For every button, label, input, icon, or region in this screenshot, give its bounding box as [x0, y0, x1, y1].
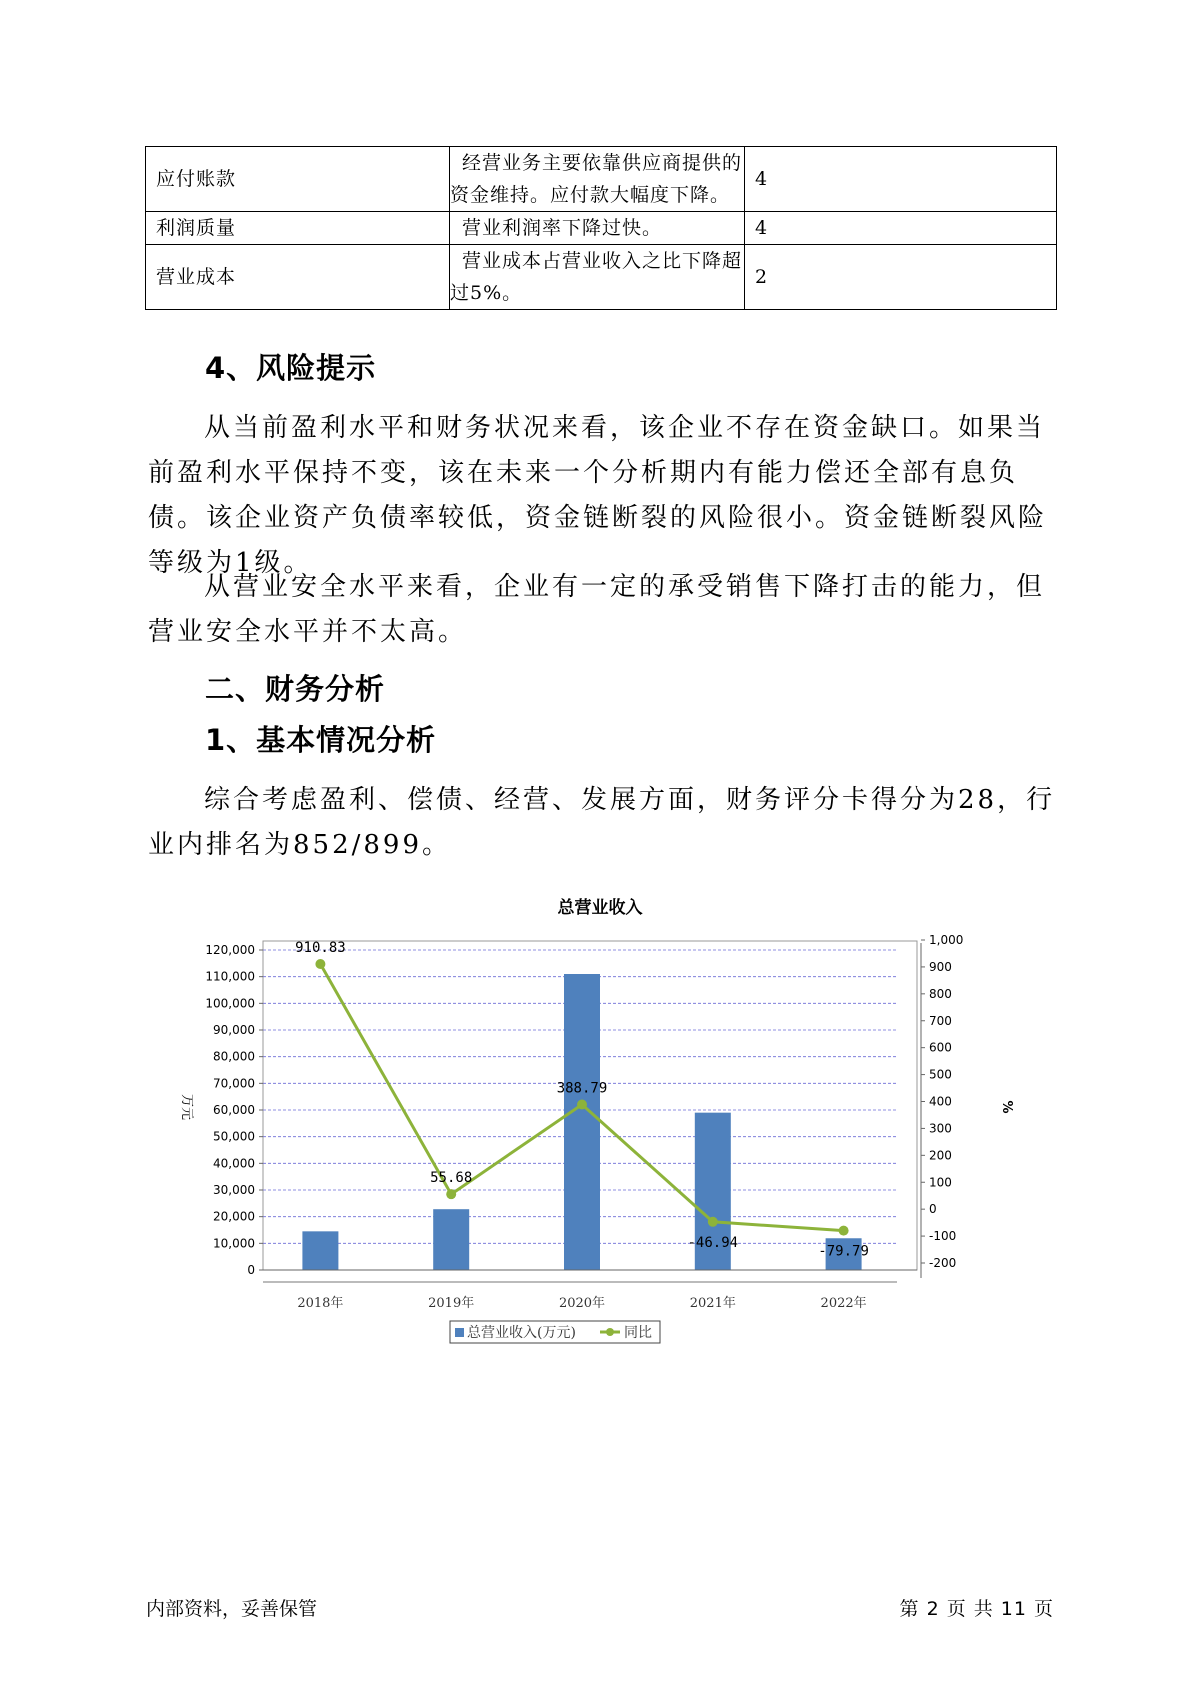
- chart-title: 总营业收入: [557, 898, 643, 918]
- y2-tick-label: 700: [929, 1013, 952, 1028]
- x-tick-label: 2019年: [428, 1296, 475, 1311]
- y2-tick-label: 400: [929, 1094, 952, 1109]
- row-score: 4: [745, 212, 1057, 245]
- data-label: -79.79: [818, 1243, 869, 1260]
- left-axis: [205, 943, 263, 1277]
- table-row: [146, 212, 1057, 245]
- table-row: [146, 245, 1057, 310]
- legend-entry: 总营业收入(万元): [467, 1325, 576, 1341]
- legend-bar-swatch: [455, 1328, 464, 1337]
- y-tick-label: 50,000: [213, 1129, 255, 1144]
- paragraph: 从营业安全水平来看，企业有一定的承受销售下降打击的能力，但营业安全水平并不太高。: [148, 572, 1046, 647]
- data-label: 910.83: [295, 940, 346, 957]
- data-label: -46.94: [687, 1234, 739, 1251]
- y2-tick-label: 1,000: [929, 933, 964, 947]
- bar: [564, 974, 600, 1270]
- y2-tick-label: 800: [929, 986, 952, 1001]
- footer-page-number: 第 2 页 共 11 页: [899, 1598, 1054, 1620]
- revenue-chart: [170, 890, 1030, 1360]
- row-name: 利润质量: [146, 212, 450, 245]
- row-name: 应付账款: [146, 147, 450, 212]
- legend-entry: 同比: [624, 1325, 652, 1341]
- y-tick-label: 110,000: [205, 969, 255, 984]
- paragraph: 综合考虑盈利、偿债、经营、发展方面，财务评分卡得分为28，行业内排名为852/899。: [148, 785, 1056, 860]
- y-tick-label: 100,000: [205, 996, 255, 1011]
- y-tick-label: 40,000: [213, 1156, 255, 1171]
- row-score: 2: [745, 245, 1057, 310]
- y-tick-label: 0: [247, 1263, 255, 1277]
- row-description: 营业利润率下降过快。: [450, 212, 745, 245]
- x-tick-label: 2022年: [820, 1296, 867, 1311]
- y2-tick-label: 900: [929, 959, 952, 974]
- bar: [302, 1231, 338, 1270]
- y-tick-label: 30,000: [213, 1183, 255, 1197]
- x-tick-label: 2020年: [558, 1296, 606, 1311]
- y2-tick-label: -100: [929, 1229, 957, 1244]
- row-score: 4: [745, 147, 1057, 212]
- x-tick-label: 2021年: [689, 1296, 736, 1311]
- y-tick-label: 80,000: [213, 1049, 255, 1064]
- y-tick-label: 90,000: [213, 1023, 255, 1037]
- data-label: 55.68: [430, 1170, 473, 1187]
- y2-tick-label: 600: [929, 1040, 952, 1055]
- section-heading-finance: 二、财务分析: [205, 672, 386, 706]
- y2-tick-label: 0: [929, 1202, 937, 1217]
- legend: [450, 1321, 660, 1343]
- y-tick-label: 10,000: [213, 1236, 255, 1251]
- line-point: [446, 1189, 456, 1199]
- subsection-heading: 1、基本情况分析: [205, 723, 437, 757]
- legend-line-marker: [606, 1328, 614, 1336]
- section-heading-risk: 4、风险提示: [205, 351, 377, 385]
- row-description: 经营业务主要依靠供应商提供的 资金维持。应付款大幅度下降。: [450, 147, 745, 212]
- y2-tick-label: 200: [929, 1148, 952, 1163]
- risk-table: [145, 146, 1057, 310]
- y-tick-label: 60,000: [213, 1103, 255, 1117]
- footer-left: 内部资料，妥善保管: [146, 1598, 318, 1620]
- row-name: 营业成本: [146, 245, 450, 310]
- y-tick-label: 120,000: [205, 943, 255, 957]
- y2-tick-label: 300: [929, 1121, 952, 1136]
- bar: [433, 1209, 469, 1270]
- y-axis-label: 万元: [179, 1093, 194, 1121]
- y2-axis-label: %: [999, 1100, 1014, 1114]
- line-point: [577, 1100, 587, 1110]
- y2-tick-label: -200: [929, 1256, 957, 1270]
- line-point: [315, 959, 325, 969]
- line-point: [708, 1217, 718, 1227]
- y-tick-label: 70,000: [213, 1076, 255, 1091]
- data-label: 388.79: [556, 1080, 608, 1097]
- y2-tick-label: 100: [929, 1175, 952, 1190]
- x-tick-label: 2018年: [297, 1296, 344, 1311]
- x-axis: [263, 1270, 917, 1311]
- line-point: [839, 1226, 849, 1236]
- paragraph: 从当前盈利水平和财务状况来看，该企业不存在资金缺口。如果当前盈利水平保持不变，该在未来一个分析期内有能力偿还全部有息负债。该企业资产负债率较低，资金链断裂的风险很小。资金链断裂风险等级为1级。: [148, 413, 1048, 578]
- y2-tick-label: 500: [929, 1067, 952, 1082]
- right-axis: [921, 933, 963, 1278]
- table-row: [146, 147, 1057, 212]
- y-tick-label: 20,000: [213, 1209, 255, 1224]
- row-description: 营业成本占营业收入之比下降超 过5%。: [450, 245, 745, 310]
